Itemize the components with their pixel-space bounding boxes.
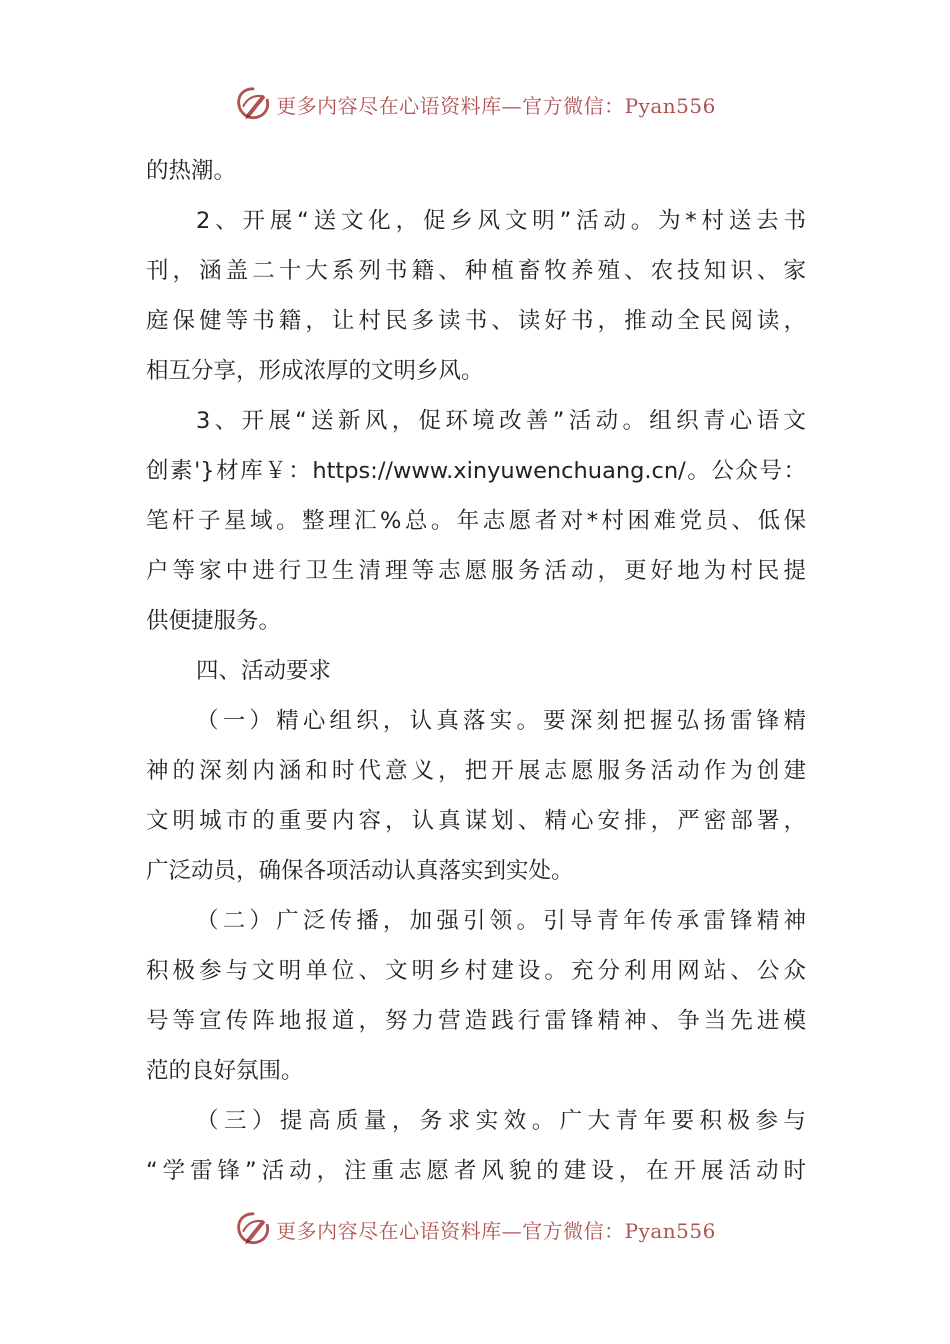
body-line: （三）提高质量，务求实效。广大青年要积极参与: [196, 1108, 806, 1134]
body-line: 庭保健等书籍，让村民多读书、读好书，推动全民阅读，: [146, 308, 806, 334]
body-line: 文明城市的重要内容，认真谋划、精心安排，严密部署，: [146, 808, 806, 834]
body-line: 3、开展“送新风，促环境改善”活动。组织青心语文: [196, 408, 806, 434]
body-line: 供便捷服务。: [146, 608, 282, 634]
body-line: 刊，涵盖二十大系列书籍、种植畜牧养殖、农技知识、家: [146, 258, 806, 284]
section-heading: 四、活动要求: [196, 658, 332, 684]
pen-swirl-logo-icon: [234, 1210, 272, 1248]
pen-swirl-logo-icon: [234, 85, 272, 123]
header-banner-text: 更多内容尽在心语资料库—官方微信：Pyan556: [276, 93, 716, 118]
body-line-url: 创素'}材库￥：https://www.xinyuwenchuang.cn/。公众号：: [146, 458, 806, 484]
body-line: 号等宣传阵地报道，努力营造践行雷锋精神、争当先进模: [146, 1008, 806, 1034]
body-line: （一）精心组织，认真落实。要深刻把握弘扬雷锋精: [196, 708, 806, 734]
body-line: 2、开展“送文化，促乡风文明”活动。为*村送去书: [196, 208, 806, 234]
body-line: 积极参与文明单位、文明乡村建设。充分利用网站、公众: [146, 958, 806, 984]
footer-banner: [0, 1207, 950, 1251]
footer-banner-text: 更多内容尽在心语资料库—官方微信：Pyan556: [276, 1218, 716, 1243]
body-line: 笔杆子星域。整理汇%总。年志愿者对*村困难党员、低保: [146, 508, 806, 534]
body-line: 神的深刻内涵和时代意义，把开展志愿服务活动作为创建: [146, 758, 806, 784]
body-line: 广泛动员，确保各项活动认真落实到实处。: [146, 858, 574, 884]
document-body: [146, 146, 806, 1196]
body-line: 相互分享，形成浓厚的文明乡风。: [146, 358, 484, 384]
header-banner: [0, 82, 950, 126]
body-line: （二）广泛传播，加强引领。引导青年传承雷锋精神: [196, 908, 806, 934]
body-line: 范的良好氛围。: [146, 1058, 304, 1084]
body-line: “学雷锋”活动，注重志愿者风貌的建设，在开展活动时: [146, 1158, 806, 1184]
body-line: 户等家中进行卫生清理等志愿服务活动，更好地为村民提: [146, 558, 806, 584]
body-line: 的热潮。: [146, 158, 237, 184]
